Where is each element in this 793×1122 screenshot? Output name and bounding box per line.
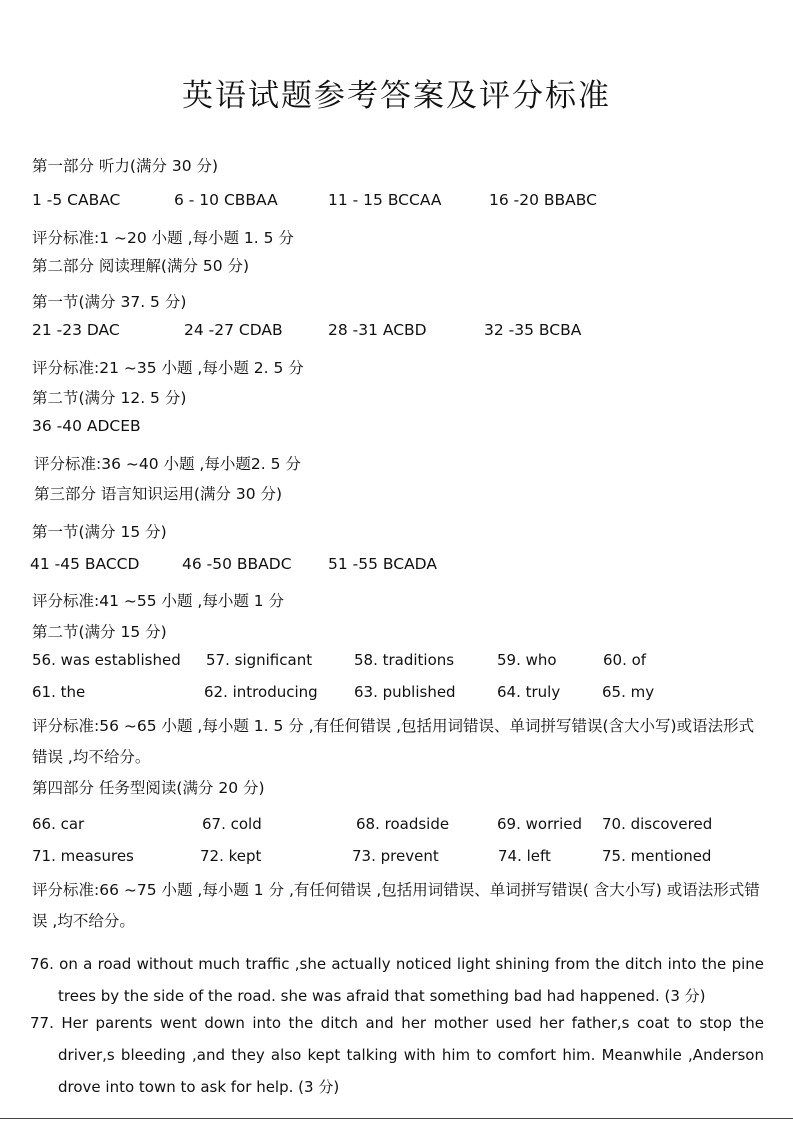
part2-section1-heading: 第一节(满分 37. 5 分) [32,293,187,311]
page-bottom-rule [0,1118,793,1119]
part3-section1-heading: 第一节(满分 15 分) [32,523,167,541]
part3-heading: 第三部分 语言知识运用(满分 30 分) [34,485,283,503]
answer-group: 32 -35 BCBA [484,321,582,339]
answer-item: 70. discovered [602,815,713,833]
answer-77: 77. Her parents went down into the ditch and her mother used her father,s coat to stop the driver,s bleeding ,and they also kept talking with him to comfort him. Meanwhile ,Anderson drove into town to ask for help. (3 分) [30,1014,764,1096]
answer-item: 60. of [603,651,647,669]
answer-group: 21 -23 DAC [32,321,120,339]
answer-item: 67. cold [202,815,262,833]
part2-section2-answers: 36 -40 ADCEB [32,417,141,435]
answer-item: 61. the [32,683,86,701]
answer-group: 16 -20 BBABC [489,191,597,209]
answer-group: 41 -45 BACCD [30,555,140,573]
answer-group: 28 -31 ACBD [328,321,427,339]
answer-item: 63. published [354,683,456,701]
answer-item: 56. was established [32,651,181,669]
answer-item: 73. prevent [352,847,439,865]
answer-item: 57. significant [206,651,313,669]
answer-76: 76. on a road without much traffic ,she actually noticed light shining from the ditch into the pine trees by the side of the road. she was afraid that something bad had happened. (3 分) [30,955,764,1005]
answer-group: 11 - 15 BCCAA [328,191,442,209]
part1-heading: 第一部分 听力(满分 30 分) [32,157,219,175]
part2-section1-standard: 评分标准:21 ~35 小题 ,每小题 2. 5 分 [32,359,304,377]
page-title: 英语试题参考答案及评分标准 [182,78,611,114]
answer-item: 75. mentioned [602,847,712,865]
part2-section2-standard: 评分标准:36 ~40 小题 ,每小题2. 5 分 [34,455,301,473]
answer-item: 66. car [32,815,85,833]
answer-item: 59. who [497,651,557,669]
answer-group: 51 -55 BCADA [328,555,437,573]
part3-section2-heading: 第二节(满分 15 分) [32,623,167,641]
answer-group: 1 -5 CABAC [32,191,121,209]
answer-item: 69. worried [497,815,583,833]
answer-item: 58. traditions [354,651,455,669]
answer-item: 62. introducing [204,683,318,701]
answer-item: 68. roadside [356,815,450,833]
answer-item: 72. kept [200,847,262,865]
part3-section2-standard: 评分标准:56 ~65 小题 ,每小题 1. 5 分 ,有任何错误 ,包括用词错误、单词拼写错误(含大小写)或语法形式错误 ,均不给分。 [32,717,755,766]
part4-heading: 第四部分 任务型阅读(满分 20 分) [32,779,265,797]
answer-group: 24 -27 CDAB [184,321,283,339]
answer-group: 6 - 10 CBBAA [174,191,278,209]
answer-item: 64. truly [497,683,561,701]
part4-standard: 评分标准:66 ~75 小题 ,每小题 1 分 ,有任何错误 ,包括用词错误、单词拼写错误( 含大小写) 或语法形式错误 ,均不给分。 [32,881,760,930]
answer-item: 71. measures [32,847,134,865]
answer-group: 46 -50 BBADC [182,555,292,573]
answer-item: 74. left [498,847,551,865]
part2-heading: 第二部分 阅读理解(满分 50 分) [32,257,250,275]
part2-section2-heading: 第二节(满分 12. 5 分) [32,389,187,407]
part1-standard: 评分标准:1 ~20 小题 ,每小题 1. 5 分 [32,229,294,247]
part3-section1-standard: 评分标准:41 ~55 小题 ,每小题 1 分 [32,592,285,610]
answer-item: 65. my [602,683,655,701]
